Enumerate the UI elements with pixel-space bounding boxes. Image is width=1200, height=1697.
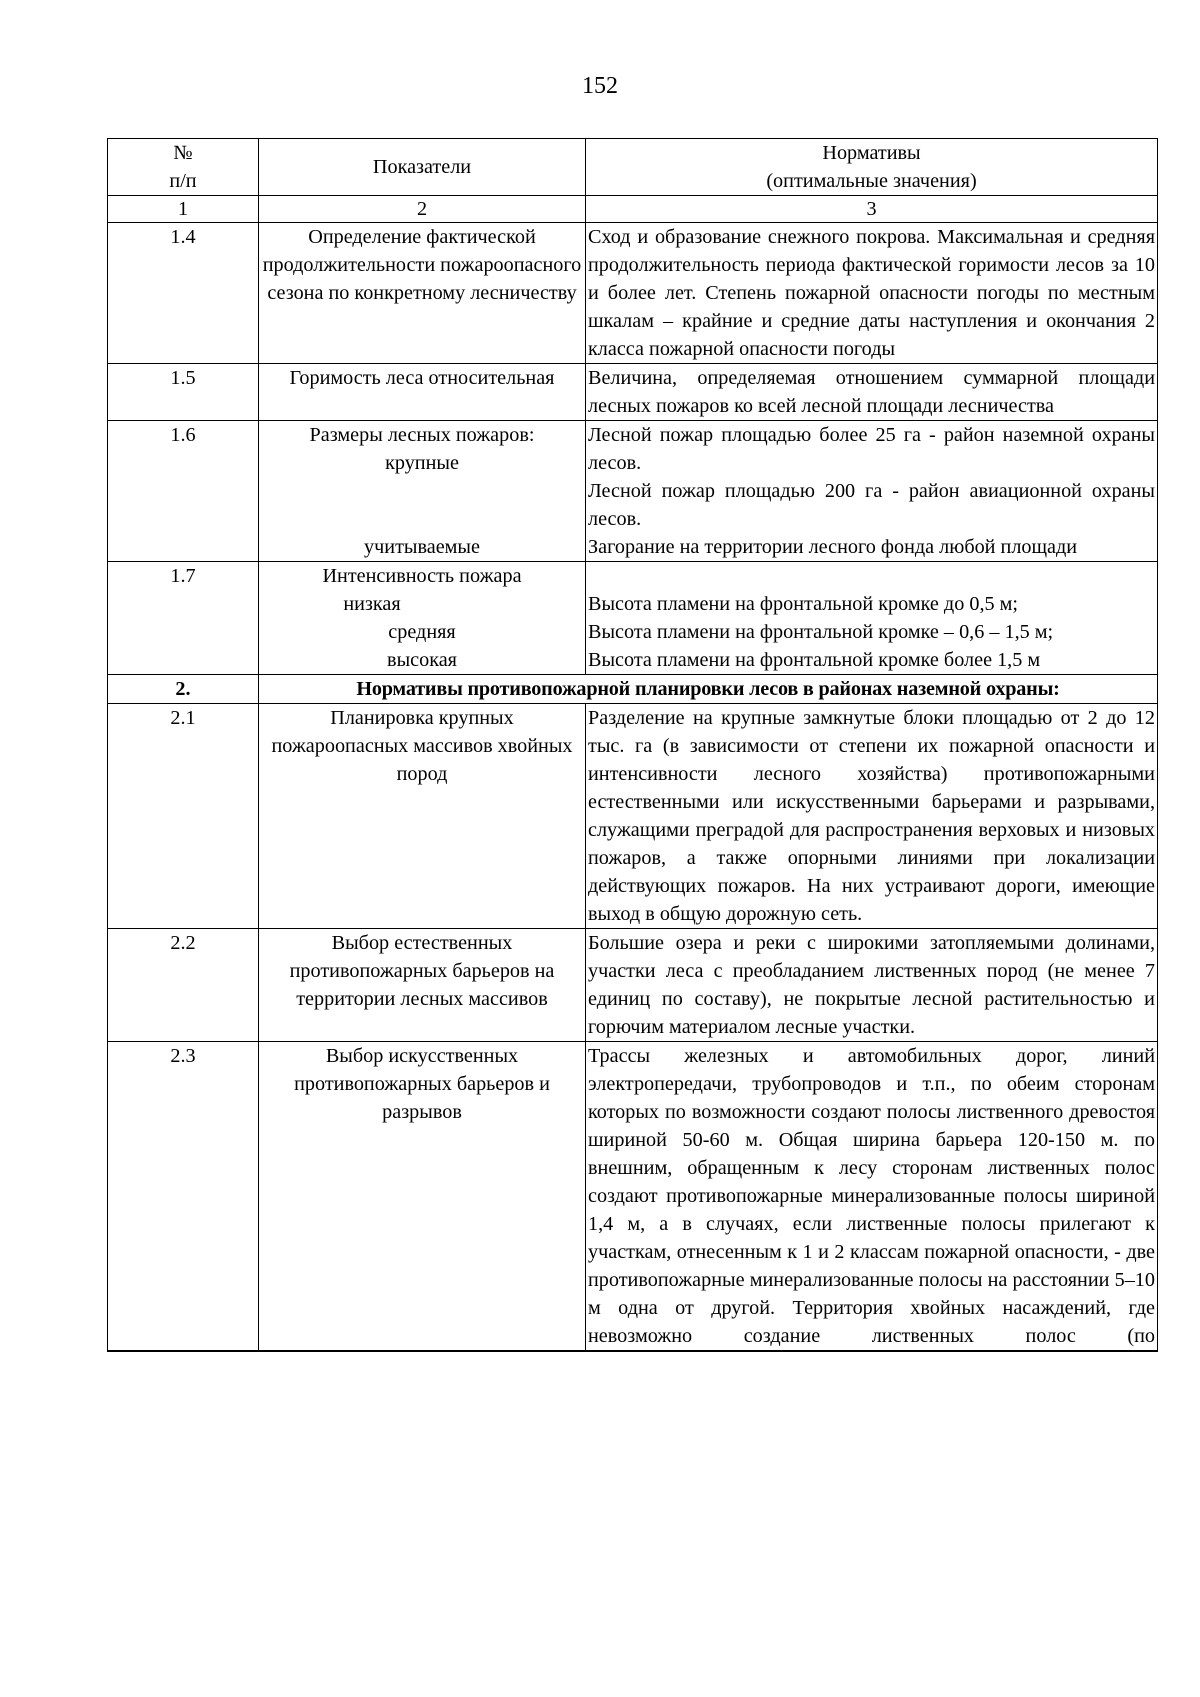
table-row [108,364,1158,421]
norm-medium: Высота пламени на фронтальной кромке – 0,6 – 1,5 м; [588,621,1054,643]
norm-large-ground: Лесной пожар площадью более 25 га - район наземной охраны лесов. [588,424,1155,474]
section-number: 2. [108,675,259,704]
column-index-3: 3 [586,196,1158,223]
header-norms-title: Нормативы [822,142,921,164]
indicator-counted: учитываемые [364,536,480,558]
row-number: 1.5 [108,364,259,421]
row-indicator: Горимость леса относительная [259,364,586,421]
row-indicator [259,421,586,562]
table-row [108,1042,1158,1352]
column-index-2: 2 [259,196,586,223]
indicator-title: Размеры лесных пожаров: [309,424,535,446]
page-number: 152 [582,73,618,99]
row-norm [586,562,1158,675]
row-norm [586,421,1158,562]
indicator-title: Интенсивность пожара [322,565,522,587]
indicator-medium: средняя [388,621,456,643]
norm-counted: Загорание на территории лесного фонда любой площади [588,536,1078,558]
column-index-row [108,196,1158,223]
table-row [108,562,1158,675]
norm-large-air: Лесной пожар площадью 200 га - район авиационной охраны лесов. [588,480,1155,530]
row-number: 1.4 [108,223,259,364]
table-header-row [108,139,1158,196]
indicator-high: высокая [387,649,457,671]
row-norm: Большие озера и реки с широкими затопляемыми долинами, участки леса с преобладанием лиственных пород (не менее 7 единиц по составу), не покрытые лесной растительностью и горючим материалом лесные участки. [586,929,1158,1042]
section-row [108,675,1158,704]
norm-high: Высота пламени на фронтальной кромке более 1,5 м [588,649,1041,671]
row-norm: Трассы железных и автомобильных дорог, линий электропередачи, трубопроводов и т.п., по обеим сторонам которых по возможности создают полосы лиственного древостоя шириной 50-60 м. Общая ширина барьера 120-150 м. по внешним, обращенным к лесу сторонам лиственных полос создают противопожарные минерализованные полосы шириной 1,4 м, а в случаях, если лиственные полосы прилегают к участкам, отнесенным к 1 и 2 классам пожарной опасности, - две противопожарные минерализованные полосы на расстоянии 5–10 м одна от другой. Территория хвойных насаждений, где невозможно создание лиственных полос (по [586,1042,1158,1352]
indicator-large: крупные [385,452,459,474]
table-row [108,704,1158,929]
column-index-1: 1 [108,196,259,223]
row-indicator: Определение фактической продолжительности пожароопасного сезона по конкретному лесничеству [259,223,586,364]
row-norm: Сход и образование снежного покрова. Максимальная и средняя продолжительность периода фактической горимости лесов за 10 и более лет. Степень пожарной опасности погоды по местным шкалам – крайние и средние даты наступления и окончания 2 класса пожарной опасности погоды [586,223,1158,364]
table-row [108,929,1158,1042]
row-indicator [259,562,586,675]
row-indicator: Выбор естественных противопожарных барьеров на территории лесных массивов [259,929,586,1042]
header-norms-subtitle: (оптимальные значения) [766,170,977,192]
row-number: 2.3 [108,1042,259,1352]
row-indicator: Планировка крупных пожароопасных массивов хвойных пород [259,704,586,929]
row-norm: Величина, определяемая отношением суммарной площади лесных пожаров ко всей лесной площади лесничества [586,364,1158,421]
norm-low: Высота пламени на фронтальной кромке до 0,5 м; [588,593,1019,615]
table-row [108,223,1158,364]
row-norm: Разделение на крупные замкнутые блоки площадью от 2 до 12 тыс. га (в зависимости от степени их пожарной опасности и интенсивности лесного хозяйства) противопожарными естественными или искусственными барьерами и разрывами, служащими преградой для распространения верховых и низовых пожаров, а также опорными линиями при локализации действующих пожаров. На них устраивают дороги, имеющие выход в общую дорожную сеть. [586,704,1158,929]
row-number: 2.1 [108,704,259,929]
header-num [108,139,259,196]
header-indicator: Показатели [259,139,586,196]
section-title: Нормативы противопожарной планировки лесов в районах наземной охраны: [259,675,1158,704]
row-indicator: Выбор искусственных противопожарных барьеров и разрывов [259,1042,586,1352]
row-number: 1.6 [108,421,259,562]
norms-table [107,138,1158,1352]
table-row [108,421,1158,562]
row-number: 2.2 [108,929,259,1042]
header-norms [586,139,1158,196]
header-num-abbr: п/п [169,170,197,192]
row-number: 1.7 [108,562,259,675]
header-num-sign: № [173,142,193,164]
indicator-low: низкая [343,593,401,615]
